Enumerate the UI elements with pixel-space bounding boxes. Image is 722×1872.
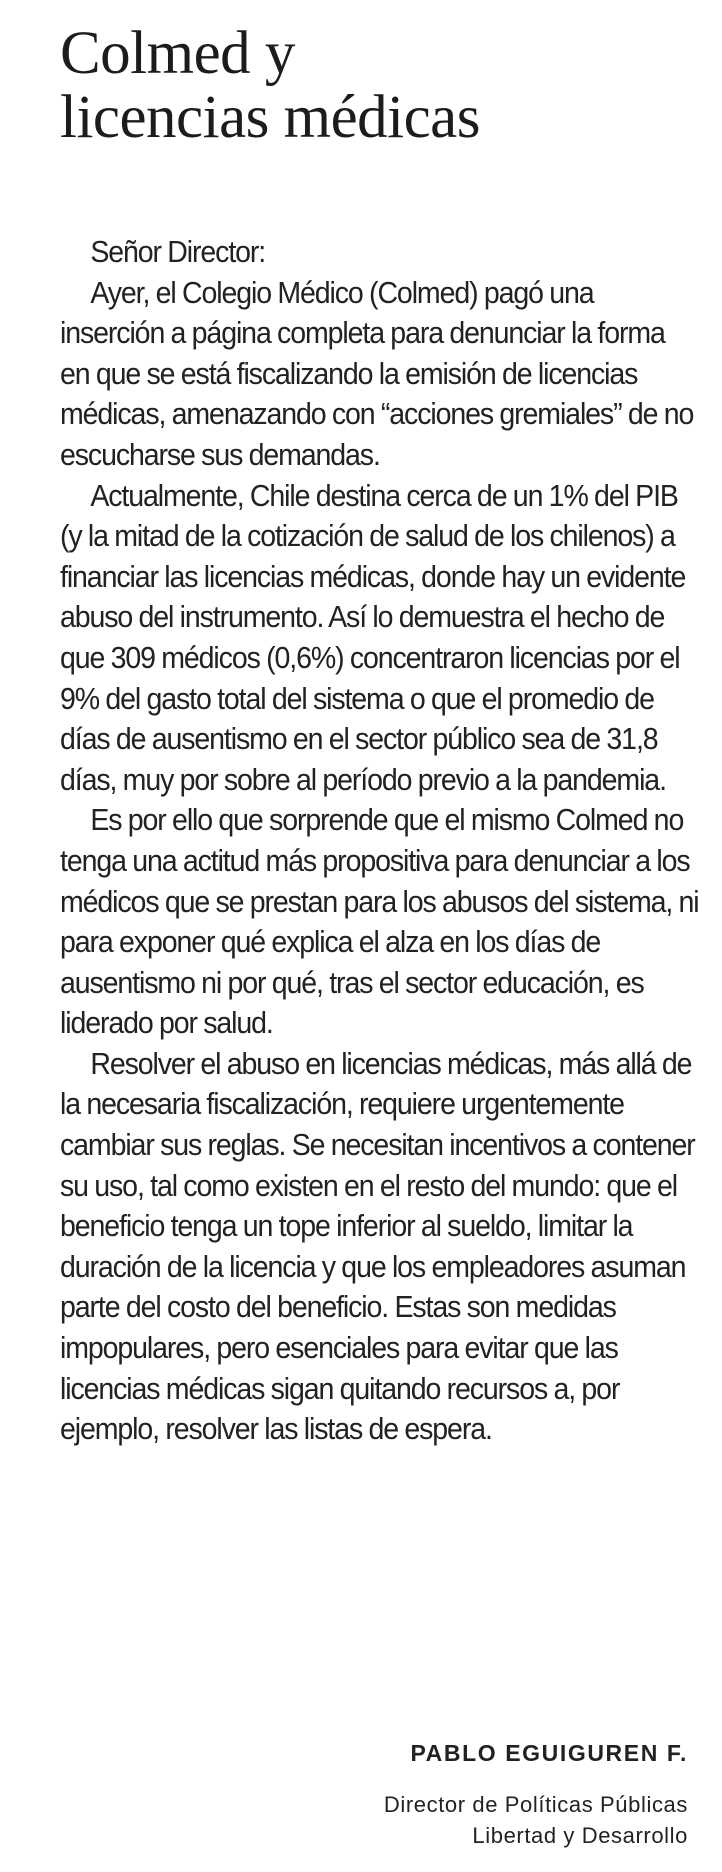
signature-block [384, 1740, 688, 1851]
author-role [384, 1789, 688, 1851]
letter-to-editor [60, 22, 700, 1450]
headline-line-2: licencias médicas [60, 84, 480, 151]
headline [60, 22, 700, 150]
author-organization: Libertad y Desarrollo [472, 1823, 688, 1848]
headline-line-1: Colmed y [60, 20, 295, 87]
author-name: PABLO EGUIGUREN F. [410, 1740, 688, 1766]
paragraph-1: Ayer, el Colegio Médico (Colmed) pagó una inserción a página completa para denunciar la forma en que se está fiscalizando la emisión de licencias médicas, amenazando con “acciones gremiales” de no escucharse sus demandas. [60, 274, 694, 472]
paragraph-3: Es por ello que sorprende que el mismo Colmed no tenga una actitud más propositiva para denunciar a los médicos que se prestan para los abusos del sistema, ni para exponer qué explica el alza en los días de ausentismo ni por qué, tras el sector educación, es liderado por salud. [60, 802, 699, 1041]
author-title: Director de Políticas Públicas [383, 1792, 688, 1817]
salutation: Señor Director: [90, 234, 266, 269]
letter-body [60, 232, 699, 1450]
paragraph-4: Resolver el abuso en licencias médicas, más allá de la necesaria fiscalización, requiere urgentemente cambiar sus reglas. Se necesitan incentivos a contener su uso, tal como existen en el resto del mundo: que el beneficio tenga un tope inferior al sueldo, limitar la duración de la licencia y que los empleadores asuman parte del costo del beneficio. Estas son medidas impopulares, pero esenciales para evitar que las licencias médicas sigan quitando recursos a, por ejemplo, resolver las listas de espera. [60, 1045, 695, 1447]
paragraph-2: Actualmente, Chile destina cerca de un 1% del PIB (y la mitad de la cotización de salud de los chilenos) a financiar las licencias médicas, donde hay un evidente abuso del instrumento. Así lo demuestra el hecho de que 309 médicos (0,6%) concentraron licencias por el 9% del gasto total del sistema o que el promedio de días de ausentismo en el sector público sea de 31,8 días, muy por sobre al período previo a la pandemia. [60, 477, 686, 797]
